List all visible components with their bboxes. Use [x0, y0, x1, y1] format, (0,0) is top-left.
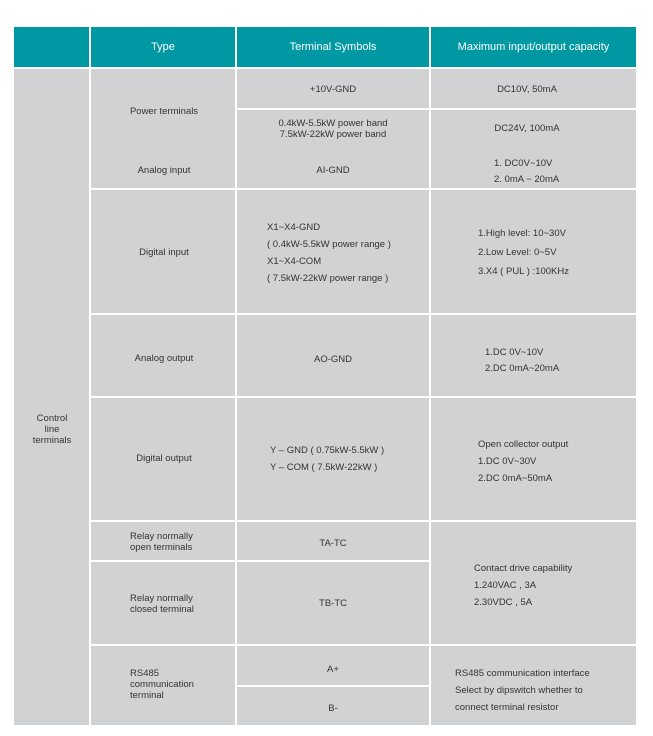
- line: Relay normally: [130, 593, 193, 604]
- line: Open collector output: [478, 439, 569, 450]
- line: 2. 0mA ~ 20mA: [494, 174, 560, 185]
- line: 3.X4 ( PUL ) :100KHz: [478, 266, 569, 277]
- line: 1. DC0V~10V: [494, 158, 553, 169]
- cap-rs485: [455, 665, 590, 716]
- sym-a-plus: A+: [327, 664, 339, 675]
- line: 1.DC 0V~30V: [478, 456, 537, 467]
- line: 2.DC 0mA~20mA: [485, 363, 560, 374]
- line: Contact drive capability: [474, 563, 573, 574]
- group-line: terminals: [32, 435, 72, 446]
- line: Y – COM ( 7.5kW-22kW ): [270, 462, 378, 473]
- cap-digital-input: [478, 224, 569, 281]
- sym-digital-input: [267, 219, 391, 287]
- line: 0.4kW-5.5kW power band: [278, 118, 388, 129]
- type-relay-closed: [130, 593, 194, 615]
- line: 1.240VAC , 3A: [474, 580, 537, 591]
- cap-digital-output: [478, 436, 568, 487]
- type-analog-input: Analog input: [137, 165, 191, 176]
- sym-digital-output: [270, 442, 384, 476]
- header-type: Type: [91, 27, 235, 67]
- line: 7.5kW-22kW power band: [279, 129, 387, 140]
- line: ( 7.5kW-22kW power range ): [267, 273, 389, 284]
- line: Relay normally: [130, 531, 193, 542]
- cap-analog-input: [494, 156, 559, 188]
- type-rs485: [130, 668, 194, 701]
- line: RS485 communication interface: [455, 668, 590, 679]
- line: open terminals: [130, 542, 193, 553]
- sym-b-minus: B-: [328, 703, 338, 714]
- cap-analog-output: [485, 345, 559, 377]
- type-digital-output: Digital output: [136, 453, 192, 464]
- line: ( 0.4kW-5.5kW power range ): [267, 239, 391, 250]
- sym-tb-tc: TB-TC: [319, 598, 347, 609]
- sym-ao-gnd: AO-GND: [314, 354, 352, 365]
- line: 2.DC 0mA~50mA: [478, 473, 553, 484]
- header-blank: [14, 27, 89, 67]
- line: Y – GND ( 0.75kW-5.5kW ): [270, 445, 385, 456]
- header-capacity: Maximum input/output capacity: [431, 27, 636, 67]
- group-cell: [14, 69, 89, 725]
- type-analog-output: Analog output: [134, 353, 194, 364]
- type-relay-open: [130, 531, 193, 553]
- line: terminal: [130, 690, 164, 701]
- cap-24v: DC24V, 100mA: [494, 123, 560, 134]
- line: closed terminal: [130, 604, 194, 615]
- sym-ta-tc: TA-TC: [319, 538, 347, 549]
- line: connect terminal resistor: [455, 702, 559, 713]
- sym-ai-gnd: AI-GND: [316, 165, 350, 176]
- line: communication: [130, 679, 194, 690]
- sym-10v-gnd: +10V-GND: [309, 84, 357, 95]
- sym-power-band: [278, 118, 387, 140]
- header-symbols: Terminal Symbols: [237, 27, 429, 67]
- line: 1.DC 0V~10V: [485, 347, 544, 358]
- line: 1.High level: 10~30V: [478, 228, 566, 239]
- type-power: Power terminals: [129, 106, 199, 117]
- line: 2.30VDC , 5A: [474, 597, 533, 608]
- cap-relay: [474, 560, 572, 611]
- cap-10v: DC10V, 50mA: [497, 84, 557, 95]
- group-line: Control: [36, 413, 68, 424]
- line: X1~X4-GND: [267, 222, 321, 233]
- line: 2.Low Level: 0~5V: [478, 247, 557, 258]
- line: RS485: [130, 668, 160, 679]
- line: X1~X4-COM: [267, 256, 322, 267]
- group-line: line: [44, 424, 60, 435]
- type-digital-input: Digital input: [139, 247, 189, 258]
- group-label: [33, 413, 72, 446]
- line: Select by dipswitch whether to: [455, 685, 583, 696]
